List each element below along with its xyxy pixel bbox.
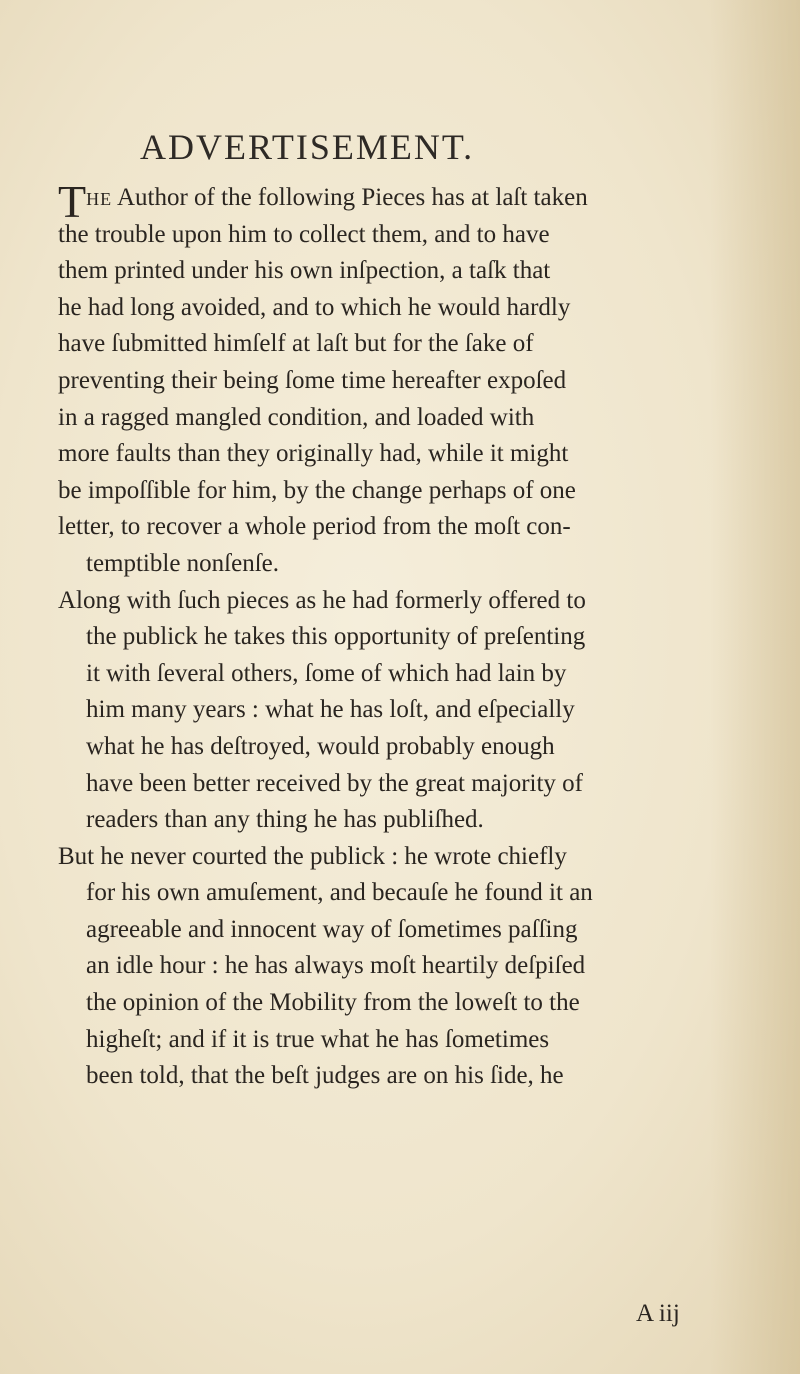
text-line: for his own amuſement, and becauſe he found it an bbox=[86, 879, 593, 907]
page-heading: ADVERTISEMENT. bbox=[140, 127, 475, 167]
text-line: the publick he takes this opportunity of preſenting bbox=[86, 623, 586, 651]
first-line-text: Author of the following Pieces has at laſt taken bbox=[112, 184, 588, 211]
text-line: But he never courted the publick : he wrote chiefly bbox=[58, 842, 567, 870]
text-line: what he has deſtroyed, would probably enough bbox=[86, 732, 555, 760]
text-line: the opinion of the Mobility from the loweſt to the bbox=[86, 989, 580, 1017]
text-line: the trouble upon him to collect them, and to have bbox=[58, 220, 550, 248]
text-line: be impoſſible for him, by the change perhaps of one bbox=[58, 476, 576, 504]
text-line: agreeable and innocent way of ſometimes paſſing bbox=[86, 915, 578, 943]
text-line: preventing their being ſome time hereafter expoſed bbox=[58, 366, 567, 394]
text-line: higheſt; and if it is true what he has ſometimes bbox=[86, 1025, 550, 1053]
text-line: he had long avoided, and to which he would hardly bbox=[58, 293, 571, 321]
signature-mark: A iij bbox=[636, 1300, 680, 1327]
text-line: an idle hour : he has always moſt heartily deſpiſed bbox=[86, 952, 586, 980]
text-line: readers than any thing he has publiſhed. bbox=[86, 806, 484, 834]
text-line: letter, to recover a whole period from the moſt con- bbox=[58, 513, 571, 541]
first-word-smallcaps: HE bbox=[86, 189, 113, 209]
text-line: been told, that the beſt judges are on his ſide, he bbox=[86, 1062, 564, 1090]
text-line: have been better received by the great majority of bbox=[86, 769, 583, 797]
advertisement-body bbox=[58, 176, 793, 1095]
text-line: it with ſeveral others, ſome of which had lain by bbox=[86, 659, 567, 687]
text-line: in a ragged mangled condition, and loaded with bbox=[58, 403, 535, 431]
text-line: more faults than they originally had, while it might bbox=[58, 440, 569, 468]
text-line: him many years : what he has loſt, and eſpecially bbox=[86, 696, 575, 724]
text-line: them printed under his own inſpection, a taſk that bbox=[58, 257, 551, 285]
text-line: temptible nonſenſe. bbox=[86, 549, 280, 577]
text-line bbox=[58, 176, 793, 227]
drop-cap: T bbox=[58, 176, 87, 227]
text-line: Along with ſuch pieces as he had formerly offered to bbox=[58, 586, 586, 614]
text-line: have ſubmitted himſelf at laſt but for the ſake of bbox=[58, 330, 534, 358]
